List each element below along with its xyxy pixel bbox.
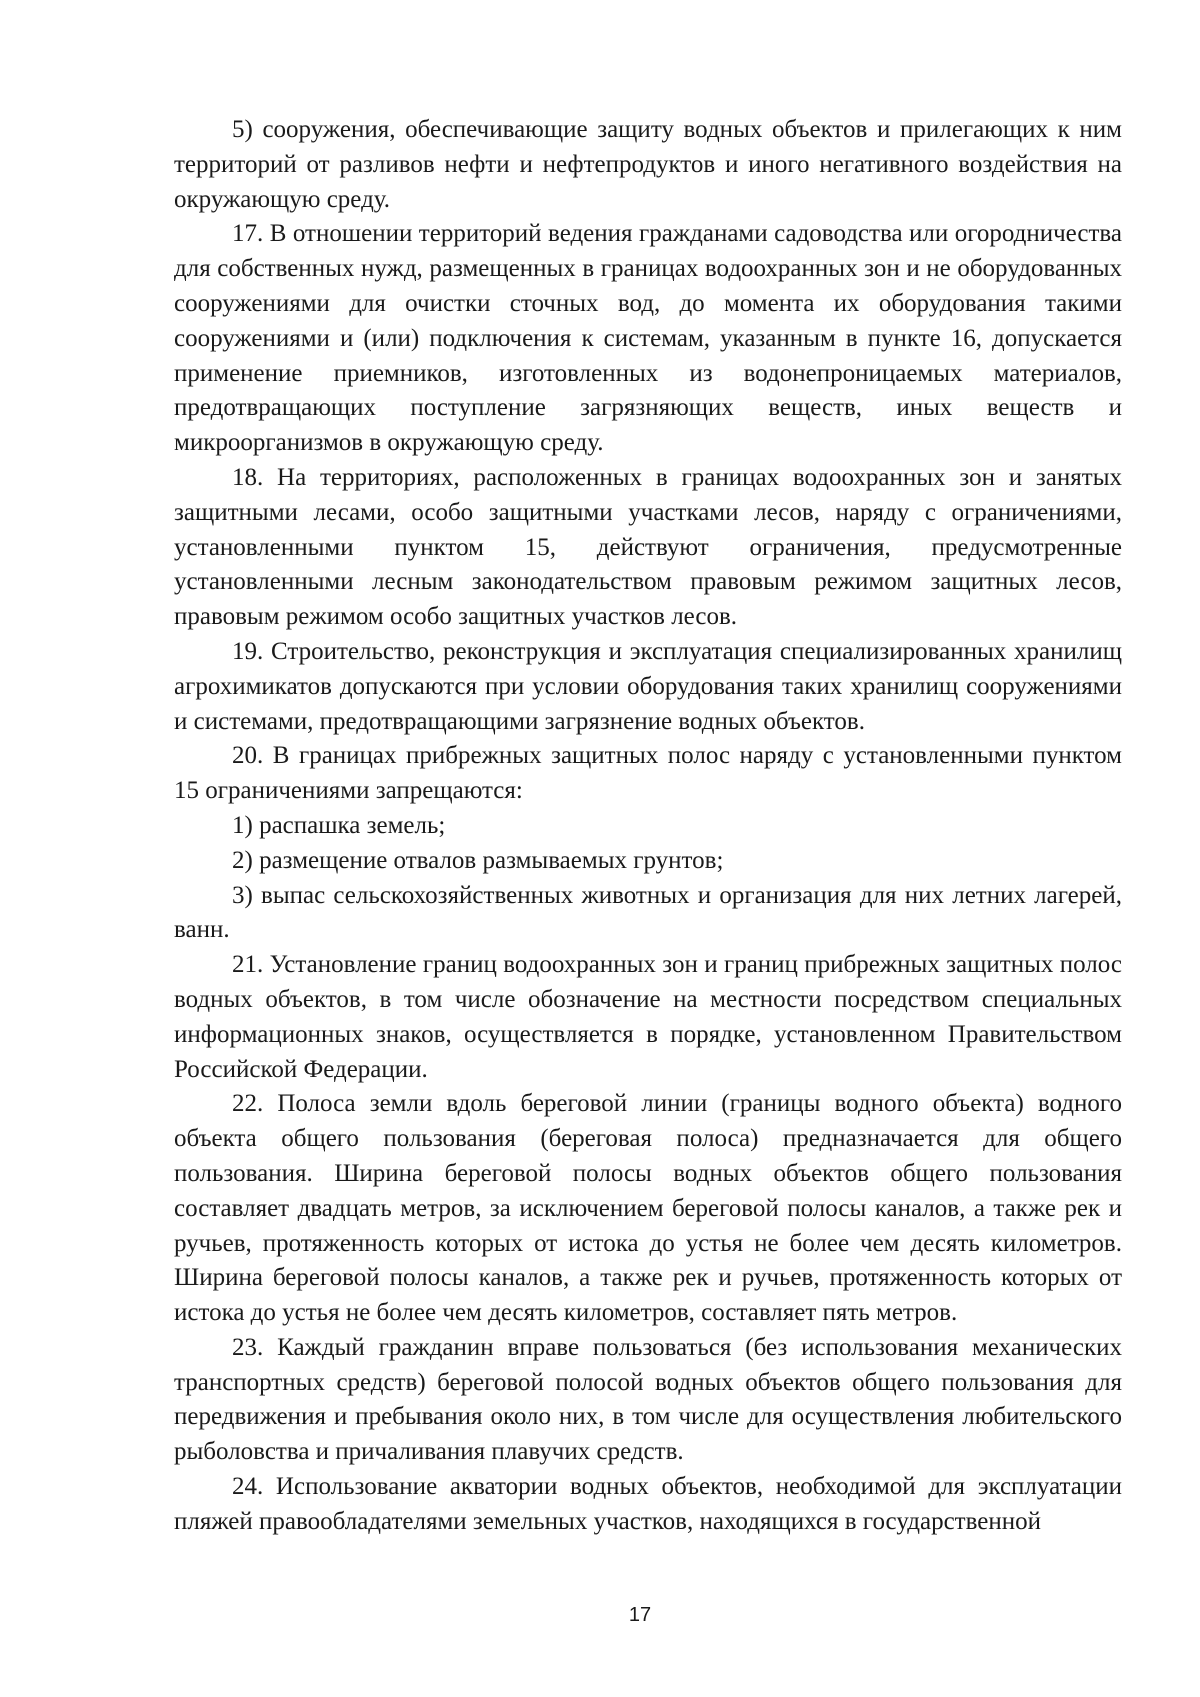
paragraph-item-5: 5) сооружения, обеспечивающие защиту водных объектов и прилегающих к ним территорий от разливов нефти и нефтепродуктов и иного негативного воздействия на окружающую среду. [174, 116, 1122, 213]
paragraph-clause-18: 18. На территориях, расположенных в границах водоохранных зон и занятых защитными лесами, особо защитными участками лесов, наряду с ограничениями, установленными пунктом 15, действуют ограничения, предусмотренные установленными лесным законодательством правовым режимом защитных лесов, правовым режимом особо защитных участков лесов. [174, 463, 1122, 631]
paragraph-item-1: 1) распашка земель; [232, 811, 446, 839]
paragraph-clause-23: 23. Каждый гражданин вправе пользоваться (без использования механических транспортных средств) береговой полосой водных объектов общего пользования для передвижения и пребывания около них, в том числе для осуществления любительского рыболовства и причаливания плавучих средств. [174, 1333, 1122, 1466]
paragraph-item-3: 3) выпас сельскохозяйственных животных и организация для них летних лагерей, ванн. [174, 881, 1122, 944]
paragraph-clause-24: 24. Использование акватории водных объектов, необходимой для эксплуатации пляжей правообладателями земельных участков, находящихся в государственной [174, 1473, 1122, 1535]
paragraph-item-2: 2) размещение отвалов размываемых грунтов; [232, 846, 724, 874]
paragraph-clause-21: 21. Установление границ водоохранных зон и границ прибрежных защитных полос водных объектов, в том числе обозначение на местности посредством специальных информационных знаков, осуществляется в порядке, установленном Правительством Российской Федерации. [174, 951, 1122, 1083]
paragraph-clause-19: 19. Строительство, реконструкция и эксплуатация специализированных хранилищ агрохимикатов допускаются при условии оборудования таких хранилищ сооружениями и системами, предотвращающими загрязнение водных объектов. [174, 637, 1122, 735]
paragraph-clause-22: 22. Полоса земли вдоль береговой линии (границы водного объекта) водного объекта общего пользования (береговая полоса) предназначается для общего пользования. Ширина береговой полосы водных объектов общего пользования составляет двадцать метров, за исключением береговой полосы каналов, а также рек и ручьев, протяженность которых от истока до устья не более чем десять километров. Ширина береговой полосы каналов, а также рек и ручьев, протяженность которых от истока до устья не более чем десять километров, составляет пять метров. [174, 1090, 1122, 1327]
document-body [174, 113, 1122, 1540]
paragraph-clause-20: 20. В границах прибрежных защитных полос наряду с установленными пунктом 15 ограничениями запрещаются: [174, 742, 1122, 805]
page-number: 17 [628, 1604, 652, 1626]
paragraph-clause-17: 17. В отношении территорий ведения гражданами садоводства или огородничества для собственных нужд, размещенных в границах водоохранных зон и не оборудованных сооружениями для очистки сточных вод, до момента их оборудования такими сооружениями и (или) подключения к системам, указанным в пункте 16, допускается применение приемников, изготовленных из водонепроницаемых материалов, предотвращающих поступление загрязняющих веществ, иных веществ и микроорганизмов в окружающую среду. [174, 220, 1122, 457]
